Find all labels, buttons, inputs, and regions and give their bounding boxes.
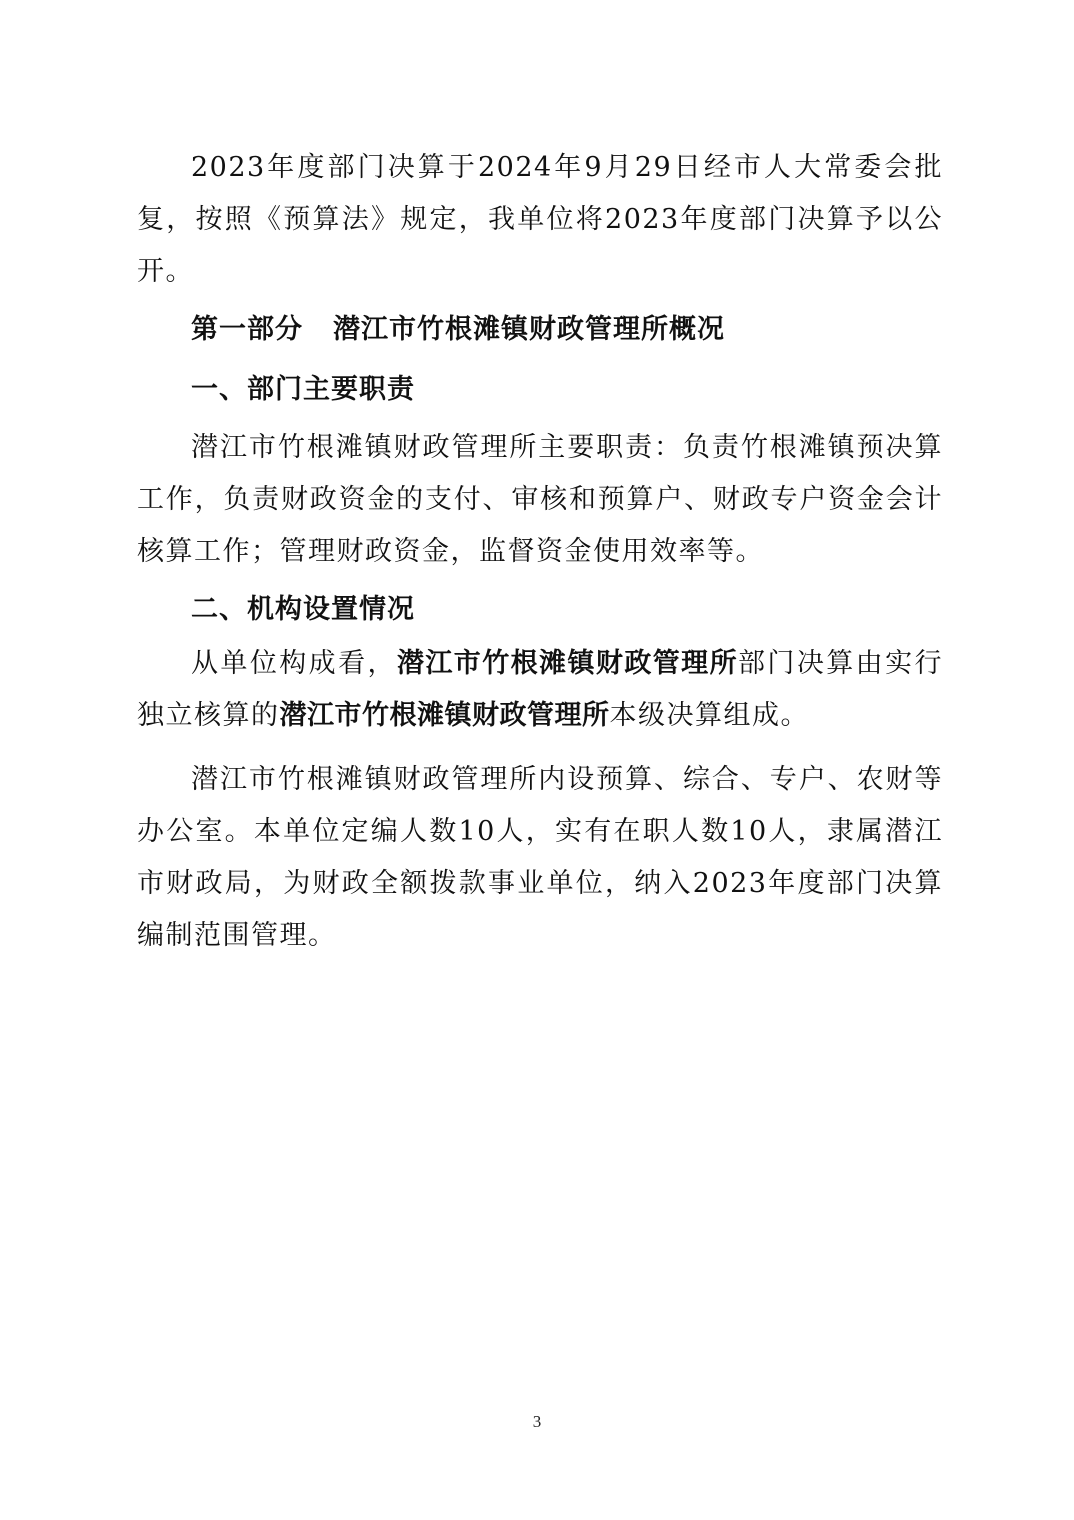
organization-name-bold: 潜江市竹根滩镇财政管理所	[396, 648, 738, 679]
page-number: 3	[532, 1412, 542, 1431]
part-label: 第一部分	[191, 314, 303, 345]
duties-paragraph: 潜江市竹根滩镇财政管理所主要职责：负责竹根滩镇预决算工作，负责财政资金的支付、审核和预算户、财政专户资金会计核算工作；管理财政资金，监督资金使用效率等。	[137, 432, 943, 567]
composition-middle: 部门决算由实行独立核算的	[137, 648, 944, 731]
document-body	[137, 136, 943, 962]
composition-suffix: 本级决算组成。	[609, 700, 809, 731]
organization-staffing-paragraph: 潜江市竹根滩镇财政管理所内设预算、综合、专户、农财等办公室。本单位定编人数10人，实有在职人数10人，隶属潜江市财政局，为财政全额拨款事业单位，纳入2023年度部门决算编制范围管理。	[137, 764, 943, 951]
composition-prefix: 从单位构成看，	[191, 648, 397, 679]
part-title: 潜江市竹根滩镇财政管理所概况	[333, 314, 725, 345]
part-heading	[137, 304, 943, 356]
organization-name-bold-2: 潜江市竹根滩镇财政管理所	[279, 700, 610, 731]
organization-composition-paragraph	[137, 638, 943, 742]
intro-paragraph: 2023年度部门决算于2024年9月29日经市人大常委会批复，按照《预算法》规定，我单位将2023年度部门决算予以公开。	[137, 152, 943, 287]
section-heading-organization: 二、机构设置情况	[191, 594, 415, 625]
section-heading-duties: 一、部门主要职责	[191, 374, 415, 405]
